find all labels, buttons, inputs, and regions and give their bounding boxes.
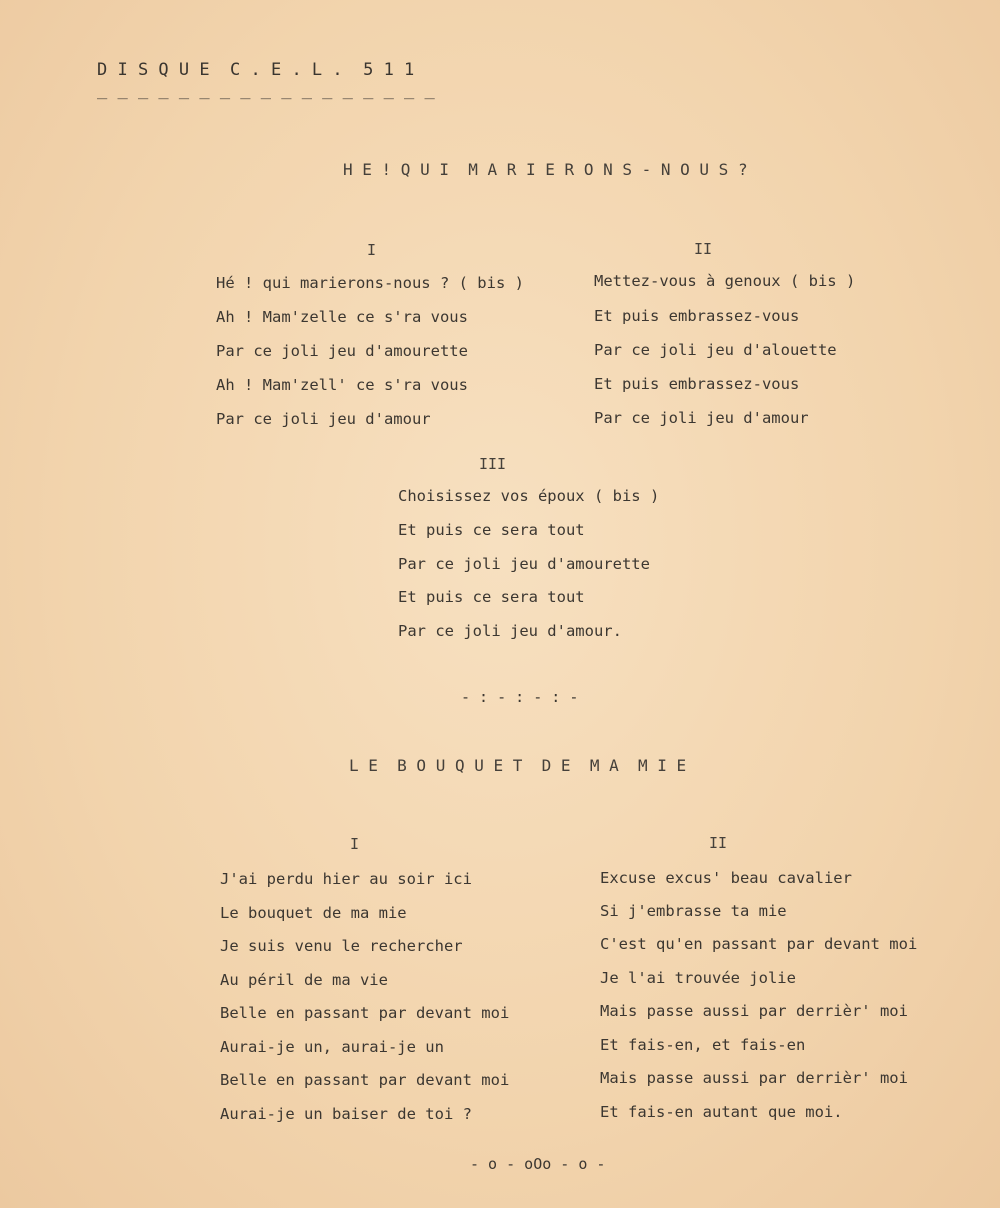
lyric-line: C'est qu'en passant par devant moi: [600, 935, 918, 953]
lyric-line: Et puis ce sera tout: [398, 521, 585, 539]
document-header: D I S Q U E C . E . L . 5 1 1: [97, 60, 415, 80]
lyric-line: Aurai-je un, aurai-je un: [220, 1038, 444, 1056]
lyric-line: J'ai perdu hier au soir ici: [220, 870, 472, 888]
lyric-line: Je suis venu le rechercher: [220, 937, 463, 955]
lyric-line: Choisissez vos époux ( bis ): [398, 487, 660, 505]
lyric-line: Et puis ce sera tout: [398, 588, 585, 606]
lyric-line: Si j'embrasse ta mie: [600, 902, 787, 920]
lyric-line: Je l'ai trouvée jolie: [600, 969, 796, 987]
verse-number: III: [479, 455, 507, 473]
lyric-line: Excuse excus' beau cavalier: [600, 869, 852, 887]
lyric-line: Mais passe aussi par derrièr' moi: [600, 1069, 908, 1087]
end-separator: - o - oOo - o -: [470, 1155, 606, 1173]
verse-number: I: [367, 241, 377, 259]
lyric-line: Par ce joli jeu d'amour: [594, 409, 809, 427]
lyric-line: Par ce joli jeu d'alouette: [594, 341, 837, 359]
lyric-line: Et fais-en autant que moi.: [600, 1103, 843, 1121]
lyric-line: Par ce joli jeu d'amourette: [398, 555, 650, 573]
lyric-line: Hé ! qui marierons-nous ? ( bis ): [216, 274, 524, 292]
lyric-line: Belle en passant par devant moi: [220, 1071, 510, 1089]
lyric-line: Le bouquet de ma mie: [220, 904, 407, 922]
header-underline: _ _ _ _ _ _ _ _ _ _ _ _ _ _ _ _ _: [97, 80, 435, 100]
lyric-line: Mettez-vous à genoux ( bis ): [594, 272, 856, 290]
lyric-line: Au péril de ma vie: [220, 971, 388, 989]
lyric-line: Mais passe aussi par derrièr' moi: [600, 1002, 908, 1020]
lyric-line: Par ce joli jeu d'amourette: [216, 342, 468, 360]
lyric-line: Et puis embrassez-vous: [594, 307, 800, 325]
lyric-line: Et fais-en, et fais-en: [600, 1036, 806, 1054]
lyric-line: Ah ! Mam'zell' ce s'ra vous: [216, 376, 468, 394]
lyric-line: Belle en passant par devant moi: [220, 1004, 510, 1022]
lyric-line: Ah ! Mam'zelle ce s'ra vous: [216, 308, 468, 326]
lyric-line: Par ce joli jeu d'amour.: [398, 622, 622, 640]
section-separator: - : - : - : -: [461, 688, 579, 706]
song-title: H E ! Q U I M A R I E R O N S - N O U S ?: [343, 160, 748, 179]
lyric-line: Et puis embrassez-vous: [594, 375, 800, 393]
lyric-line: Par ce joli jeu d'amour: [216, 410, 431, 428]
song-title: L E B O U Q U E T D E M A M I E: [349, 756, 687, 775]
verse-number: I: [350, 835, 360, 853]
lyric-line: Aurai-je un baiser de toi ?: [220, 1105, 472, 1123]
verse-number: II: [694, 240, 713, 258]
verse-number: II: [709, 834, 728, 852]
